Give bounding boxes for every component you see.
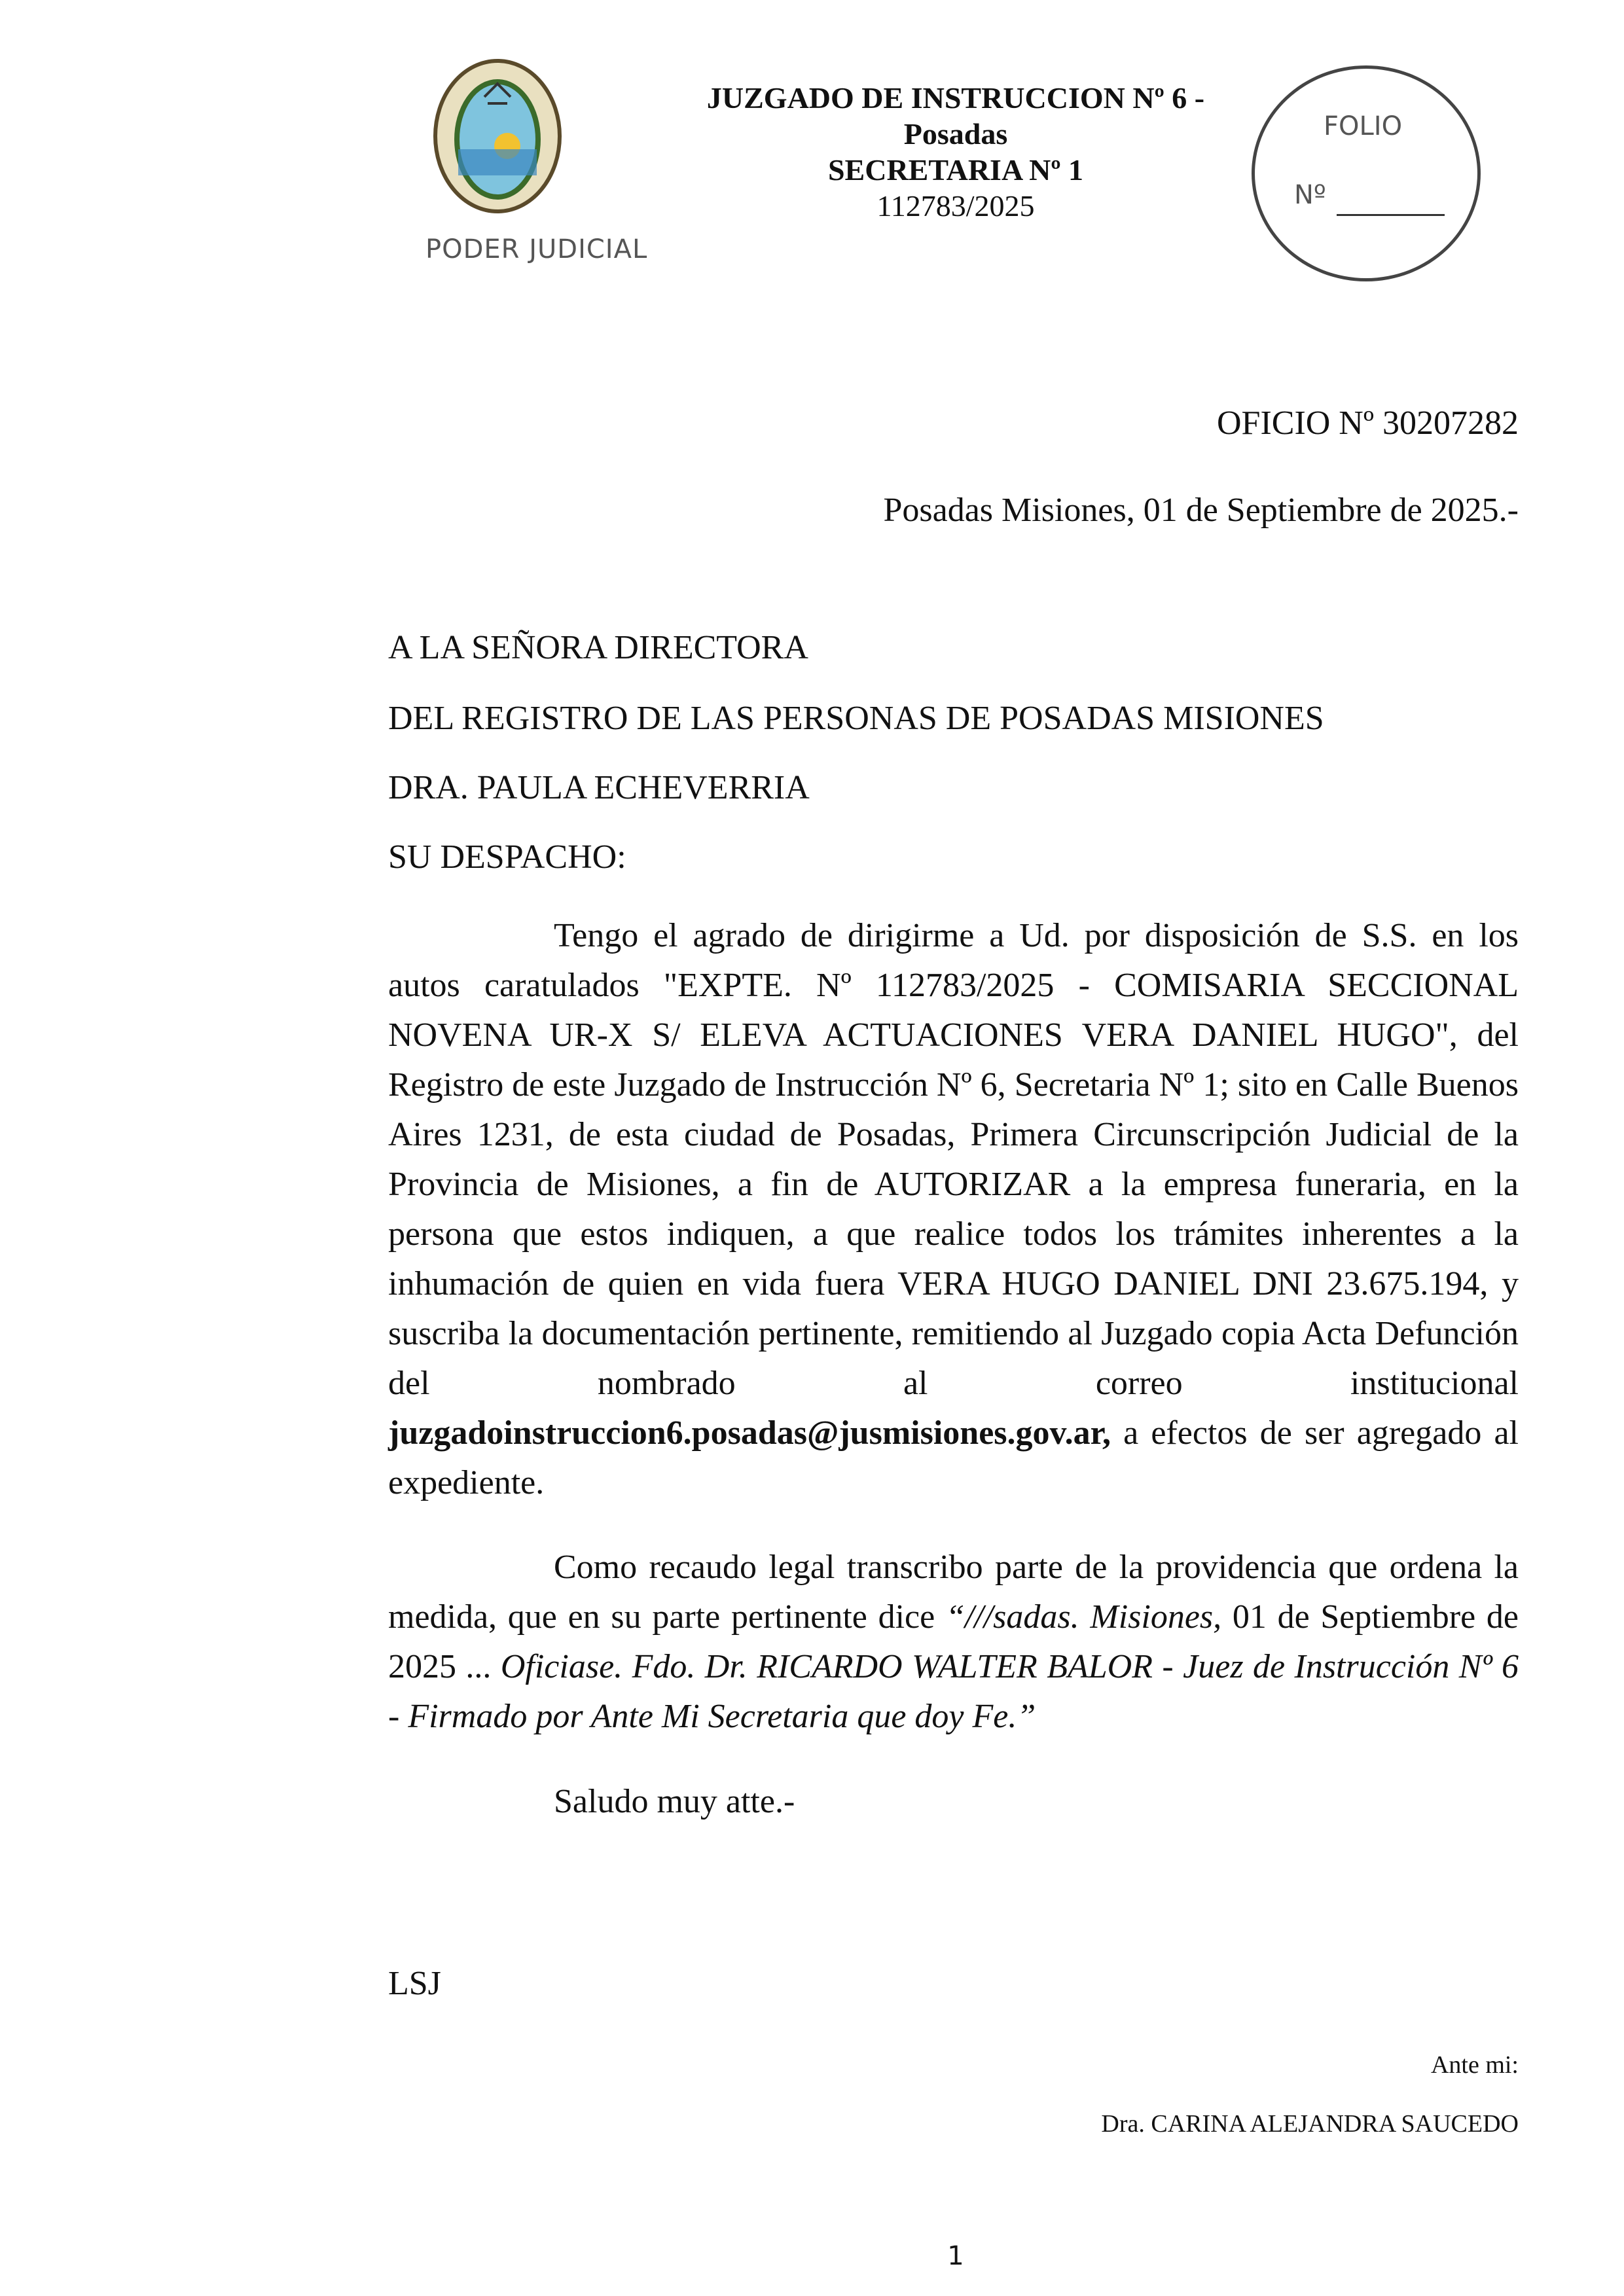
court-name-line1: JUZGADO DE INSTRUCCION Nº 6 - <box>706 81 1205 115</box>
paragraph-text: Como recaudo legal transcribo parte de la providencia que ordena la medida, que en su parte pertinente dice <box>388 1549 1519 1636</box>
logo-caption: PODER JUDICIAL <box>425 234 648 264</box>
folio-number-label: Nº <box>1294 180 1326 210</box>
folio-number-line <box>1337 214 1445 216</box>
page-number: 1 <box>947 2241 964 2271</box>
court-name-line2: Posadas <box>903 117 1008 151</box>
initials: LSJ <box>388 1965 441 2002</box>
paragraph-text: Tengo el agrado de dirigirme a Ud. por disposición de S.S. en los autos caratulados "EXPTE. Nº 112783/2025 - COMISARIA SECCIONAL NOVENA UR-X S/ ELEVA ACTUACIONES VERA DANIEL HUGO", del Registro de este Juzgado de Instrucción Nº 6, Secretaria Nº 1; sito en Calle Buenos Aires 1231, de esta ciudad de Posadas, Primera Circunscripción Judicial de la Provincia de Misiones, a fin de AUTORIZAR a la empresa funeraria, en la persona que estos indiquen, a que realice todos los trámites inherentes a la inhumación de quien en vida fuera VERA HUGO DANIEL DNI 23.675.194, y suscriba la documentación pertinente, remitiendo al Juzgado copia Acta Defunción del nombrado al correo institucional <box>388 917 1519 1402</box>
quote-text: “///sadas. Misiones, <box>945 1598 1222 1636</box>
recipient-line: DEL REGISTRO DE LAS PERSONAS DE POSADAS MISIONES <box>388 700 1324 737</box>
expediente-number: 112783/2025 <box>876 189 1035 223</box>
body-paragraph-1 <box>388 911 1519 1508</box>
folio-stamp <box>1252 65 1481 281</box>
poder-judicial-logo <box>419 58 661 277</box>
quote-text: Oficiase. Fdo. Dr. RICARDO WALTER BALOR - Juez de Instrucción Nº 6 - Firmado por Ante Mi Secretaria que doy Fe.” <box>388 1648 1519 1735</box>
closing: Saludo muy atte.- <box>554 1783 795 1820</box>
body-paragraph-2 <box>388 1543 1519 1742</box>
secretaria: SECRETARIA Nº 1 <box>827 153 1084 187</box>
paragraph-text: a efectos de ser agregado al expediente. <box>388 1414 1519 1501</box>
recipient-line: A LA SEÑORA DIRECTORA <box>388 629 808 666</box>
court-header <box>655 80 1257 224</box>
folio-label: FOLIO <box>1324 111 1403 141</box>
recipient-line: SU DESPACHO: <box>388 838 626 876</box>
recipient-line: DRA. PAULA ECHEVERRIA <box>388 769 810 806</box>
signatory: Dra. CARINA ALEJANDRA SAUCEDO <box>1101 2110 1519 2138</box>
quote-text: 01 de Septiembre de 2025 ... <box>388 1598 1519 1685</box>
ante-mi: Ante mi: <box>1430 2051 1519 2079</box>
oficio-number: OFICIO Nº 30207282 <box>1216 404 1519 442</box>
institutional-email: juzgadoinstruccion6.posadas@jusmisiones.gov.ar, <box>388 1414 1111 1452</box>
date-line: Posadas Misiones, 01 de Septiembre de 2025.- <box>883 492 1519 529</box>
